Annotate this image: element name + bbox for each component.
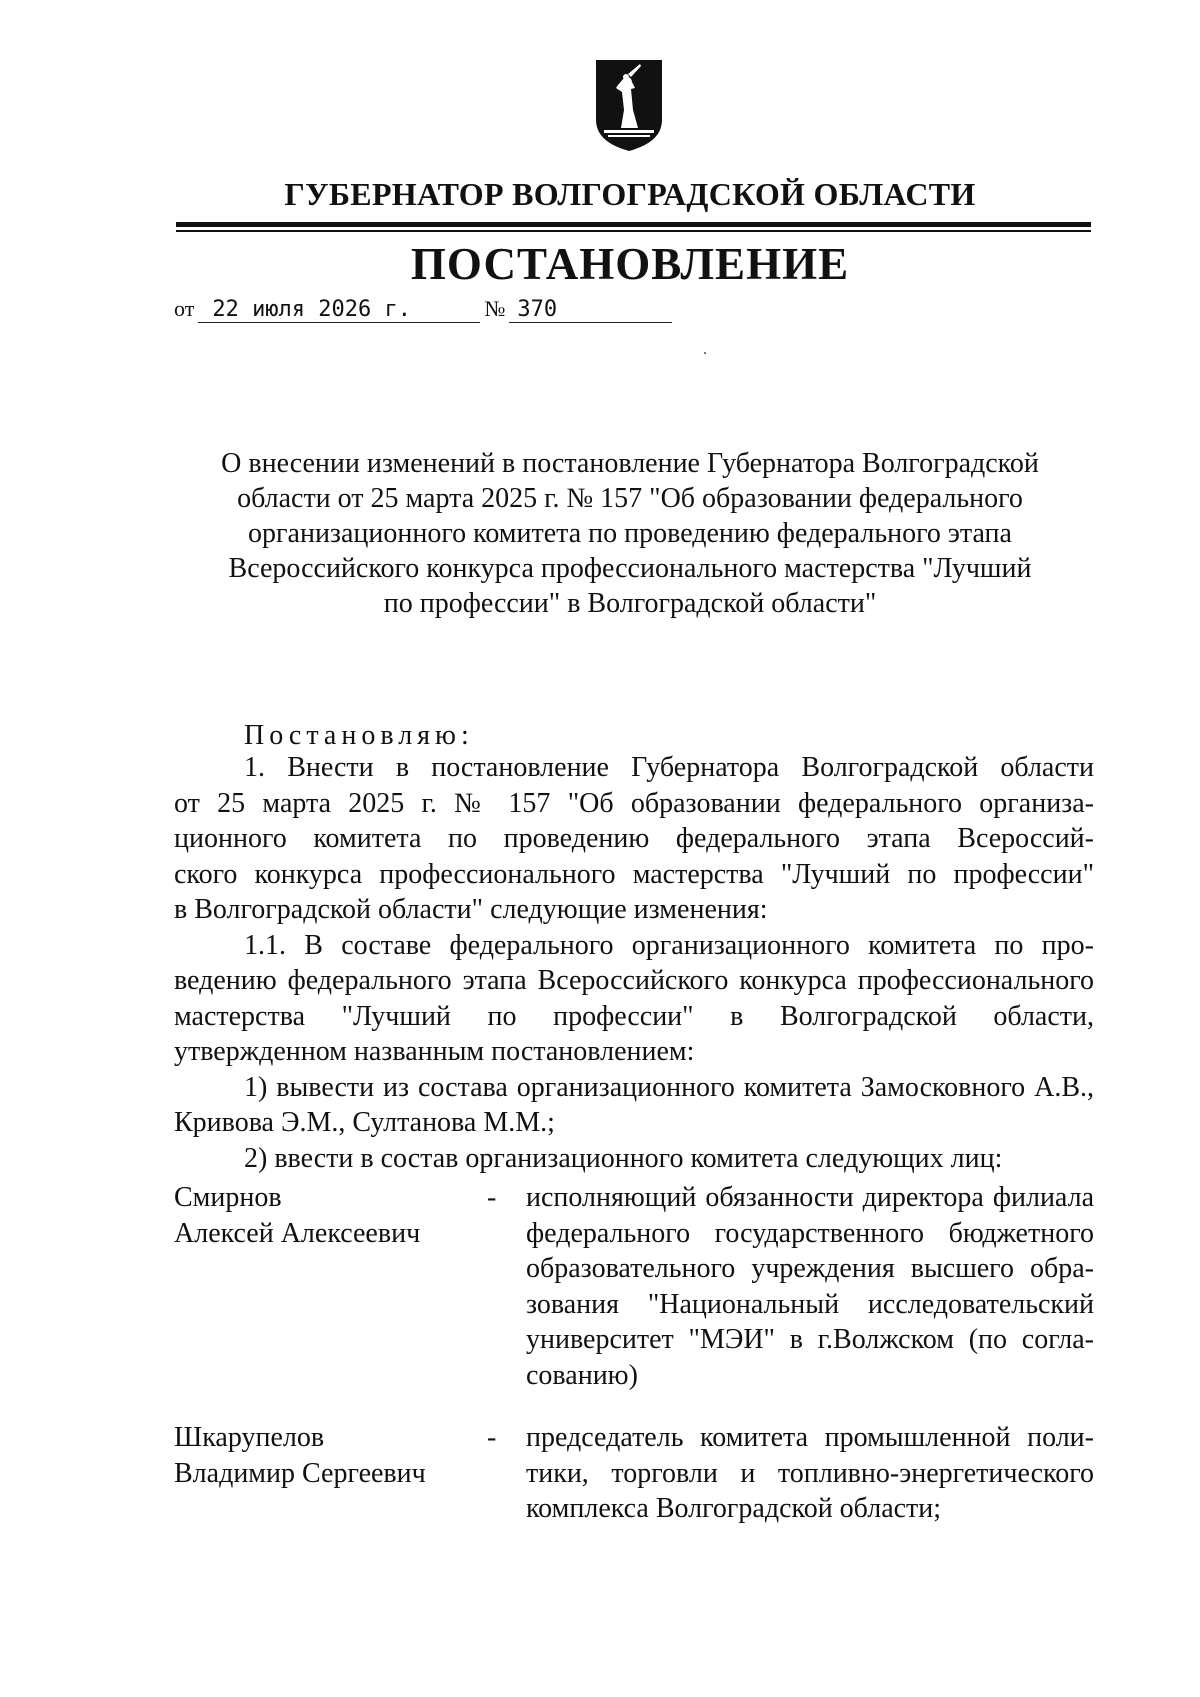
body-line: ского конкурса профессионального мастерства "Лучший по профессии" [174, 858, 1094, 890]
header-rule-thin [176, 230, 1091, 232]
member-given-names: Алексей Алексеевич [174, 1217, 421, 1249]
body-line: мастерства "Лучший по профессии" в Волгоградской области, [174, 1000, 1094, 1032]
coat-of-arms-icon [594, 58, 664, 153]
body-line: 1) вывести из состава организационного комитета Замосковного А.В., [244, 1071, 1094, 1103]
role-line: зования "Национальный исследовательский [526, 1288, 1094, 1320]
subject-line: Всероссийского конкурса профессионального мастерства "Лучший [228, 553, 1032, 584]
body-line: утвержденном названным постановлением: [174, 1036, 695, 1067]
member-role [526, 1420, 1094, 1527]
member-surname: Смирнов [174, 1182, 282, 1213]
role-line: сованию) [526, 1359, 638, 1391]
body-line: ционного комитета по проведению федерального этапа Всероссий- [174, 823, 1094, 854]
role-line: федерального государственного бюджетного [526, 1217, 1094, 1249]
org-title: ГУБЕРНАТОР ВОЛГОГРАДСКОЙ ОБЛАСТИ [284, 176, 976, 212]
document-date: 22 июля 2026 г. [198, 299, 480, 323]
subject-line: по профессии" в Волгоградской области" [383, 588, 877, 619]
role-line: председатель комитета промышленной поли- [526, 1422, 1094, 1453]
body-line: 1.1. В составе федерального организационного комитета по про- [244, 929, 1094, 961]
body-line: в Волгоградской области" следующие изменения: [174, 894, 768, 925]
date-prefix: от [174, 296, 195, 321]
member-role [526, 1180, 1094, 1393]
subject-line: О внесении изменений в постановление Губернатора Волгоградской [221, 448, 1039, 479]
member-name [174, 1180, 474, 1251]
number-sign: № [484, 296, 506, 321]
member-surname: Шкарупелов [174, 1422, 325, 1453]
header-rule-thick [176, 222, 1091, 227]
body-text [174, 750, 1094, 1176]
body-line: 1. Внести в постановление Губернатора Волгоградской области [244, 752, 1094, 783]
subject-line: области от 25 марта 2025 г. № 157 "Об образовании федерального [237, 483, 1023, 514]
body-line: Кривова Э.М., Султанова М.М.; [174, 1107, 555, 1138]
document-subject [200, 446, 1060, 621]
role-line: комплекса Волгоградской области; [526, 1493, 942, 1524]
member-name [174, 1420, 474, 1491]
role-line: исполняющий обязанности директора филиала [526, 1182, 1094, 1213]
body-line: ведению федерального этапа Всероссийского конкурса профессионального [174, 965, 1094, 996]
scan-speck [704, 352, 706, 354]
decree-word: Постановляю: [244, 720, 474, 751]
role-line: образовательного учреждения высшего обра- [526, 1253, 1094, 1284]
body-line: от 25 марта 2025 г. № 157 "Об образовании федерального организа- [174, 787, 1094, 819]
body-line: 2) ввести в состав организационного комитета следующих лиц: [244, 1142, 1003, 1174]
subject-line: организационного комитета по проведению федерального этапа [248, 518, 1012, 549]
member-given-names: Владимир Сергеевич [174, 1457, 426, 1489]
document-type-title: ПОСТАНОВЛЕНИЕ [410, 239, 850, 289]
document-number: 370 [509, 299, 672, 323]
date-number-line [174, 296, 672, 323]
role-line: тики, торговли и топливно-энергетического [526, 1457, 1094, 1489]
member-dash: - [487, 1422, 497, 1453]
member-dash: - [487, 1182, 497, 1213]
role-line: университет "МЭИ" в г.Волжском (по согла- [526, 1324, 1094, 1355]
